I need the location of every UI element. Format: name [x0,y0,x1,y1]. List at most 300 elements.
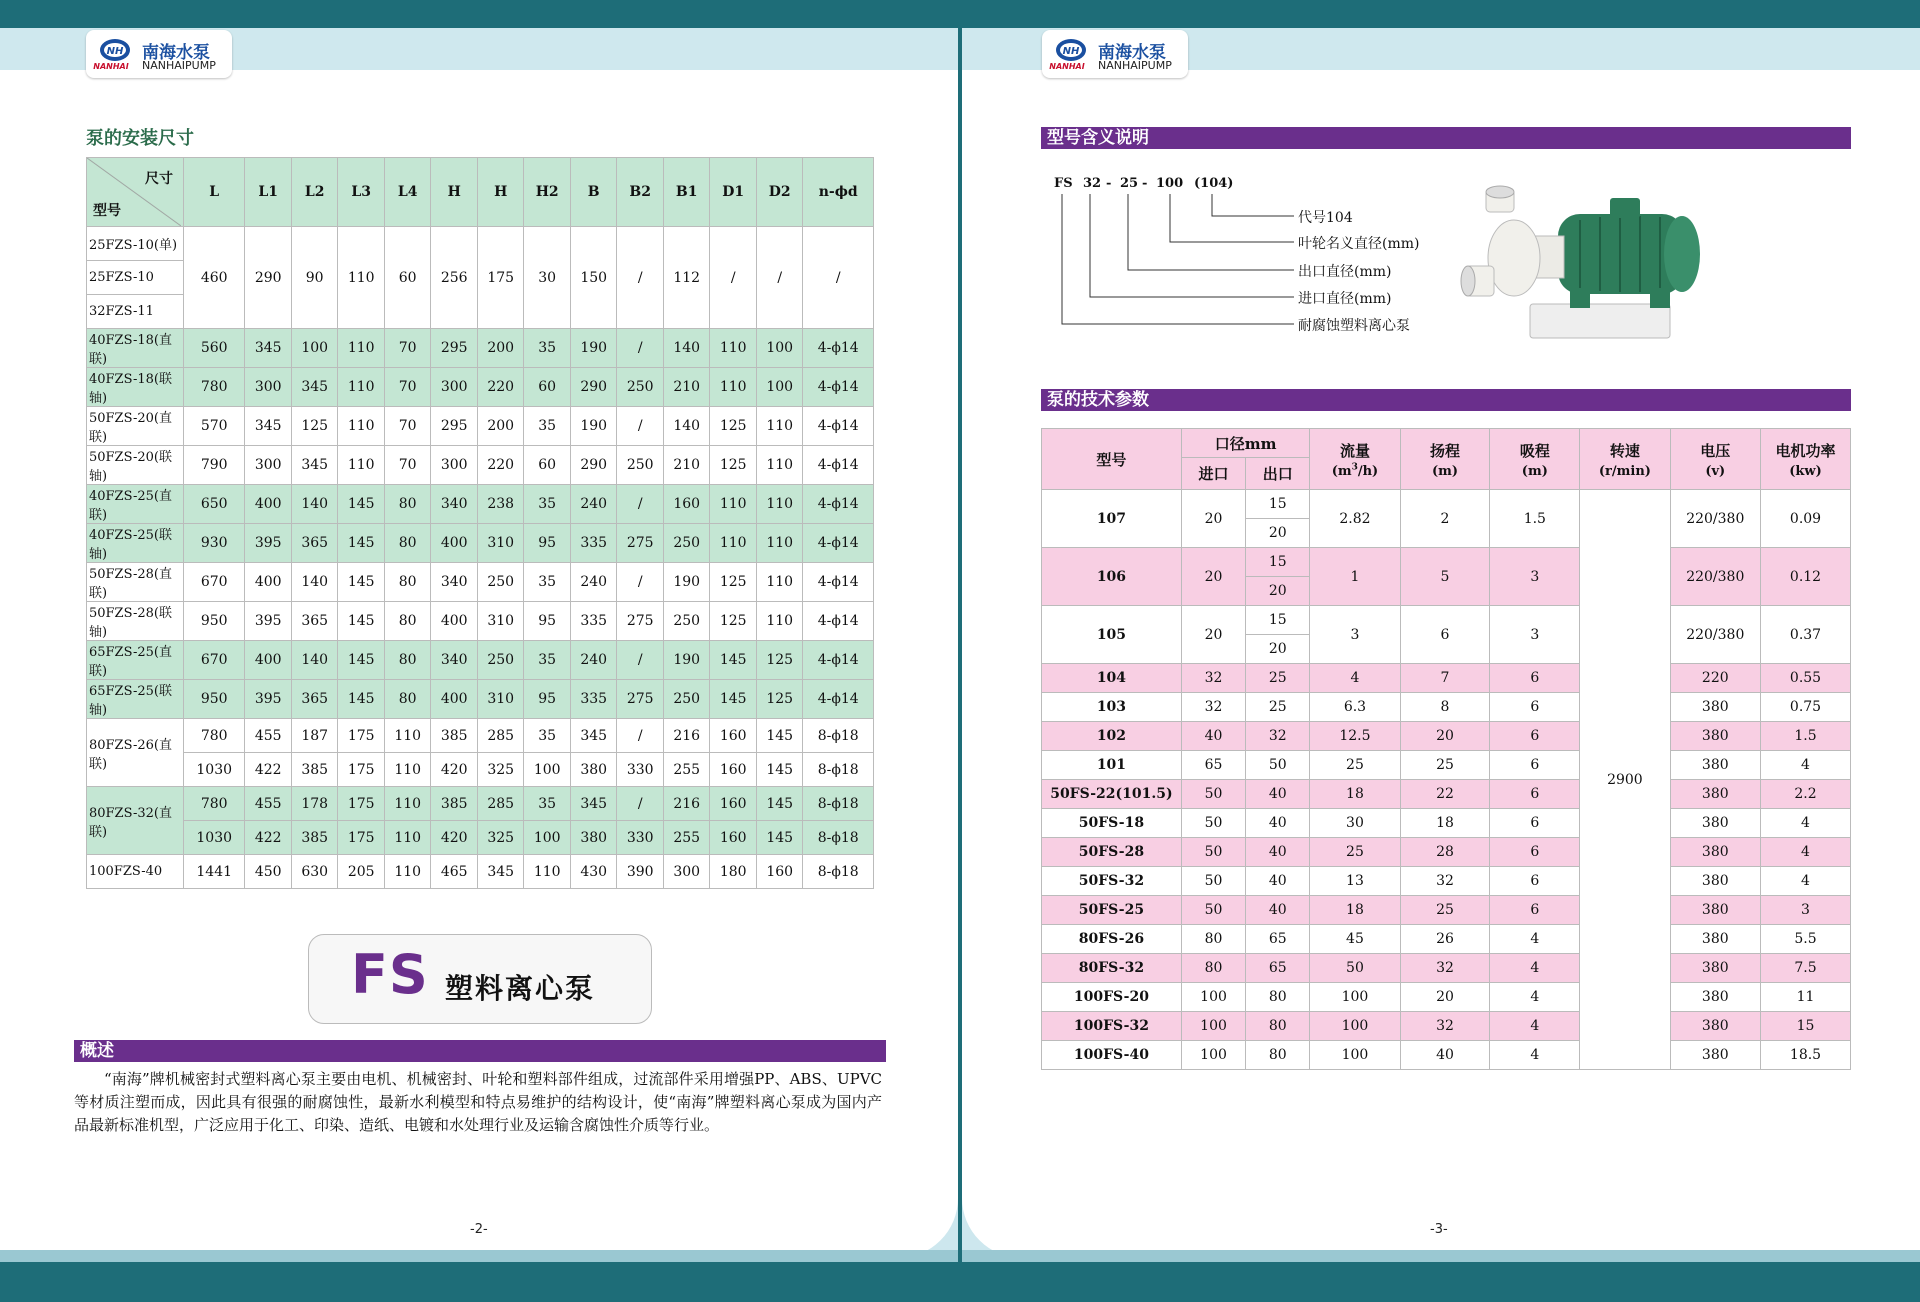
dim-col-header: L4 [384,158,431,227]
suction-cell: 4 [1490,925,1580,954]
dim-value-cell: 140 [663,329,710,368]
product-title-box [308,934,652,1024]
th-diameter: 口径mm [1181,429,1309,458]
table-row [1042,664,1851,693]
power-cell: 18.5 [1760,1041,1850,1070]
inlet-cell: 80 [1181,925,1245,954]
th-flow-unit: $(m^3/h)$ [1331,462,1379,479]
dim-value-cell: 205 [338,855,385,889]
dim-value-cell: 125 [710,563,757,602]
dim-value-cell: 385 [431,787,478,821]
power-cell: 0.12 [1760,548,1850,606]
dim-value-cell: 145 [756,719,803,753]
model-cell: 100FS-20 [1042,983,1182,1012]
dim-value-cell: 70 [384,446,431,485]
page-number-right: -3- [1430,1222,1448,1237]
corner-header-bottom: 型号 [93,203,121,219]
dim-value-cell: 430 [570,855,617,889]
dim-value-cell: 110 [338,368,385,407]
dim-value-cell: 465 [431,855,478,889]
dim-value-cell: 4-ϕ14 [803,407,874,446]
outlet-cell: 50 [1246,751,1310,780]
table-row [1042,954,1851,983]
logo-badge-text: NANHAI [1049,62,1085,71]
bottom-teal-band [962,1262,1920,1302]
model-cell: 50FS-18 [1042,809,1182,838]
model-cell: 105 [1042,606,1182,664]
flow-cell: 100 [1310,983,1400,1012]
dim-value-cell: 110 [384,855,431,889]
model-cell: 106 [1042,548,1182,606]
dim-value-cell: / [617,329,664,368]
dim-value-cell: 70 [384,329,431,368]
dim-value-cell: 35 [524,485,571,524]
table-header-row [87,158,874,227]
suction-cell: 4 [1490,983,1580,1012]
dim-value-cell: 4-ϕ14 [803,641,874,680]
suction-cell: 6 [1490,867,1580,896]
dim-value-cell: 400 [245,641,292,680]
suction-cell: 6 [1490,693,1580,722]
outlet-cell: 20 [1246,635,1310,664]
inlet-cell: 50 [1181,809,1245,838]
dim-col-header: L3 [338,158,385,227]
model-cell: 102 [1042,722,1182,751]
logo-mark: NH [106,46,124,57]
dim-value-cell: 240 [570,641,617,680]
dim-col-header: H2 [524,158,571,227]
dim-value-cell: 112 [663,227,710,329]
dim-value-cell: 250 [617,446,664,485]
dim-value-cell: 300 [431,368,478,407]
brand-name-en: NANHAIPUMP [1098,59,1172,72]
model-cell: 65FZS-25(直联) [87,641,184,680]
table-row [87,787,874,821]
dim-value-cell: 125 [756,680,803,719]
flow-cell: 25 [1310,751,1400,780]
model-cell: 50FS-28 [1042,838,1182,867]
table-row [1042,780,1851,809]
dim-value-cell: 35 [524,787,571,821]
dim-value-cell: 60 [524,368,571,407]
model-cell: 50FZS-28(直联) [87,563,184,602]
top-teal-band [0,0,958,28]
dim-value-cell: 178 [291,787,338,821]
dim-value-cell: 8-ϕ18 [803,821,874,855]
inlet-cell: 50 [1181,780,1245,809]
dim-value-cell: 780 [184,719,245,753]
flow-cell: 100 [1310,1041,1400,1070]
speed-cell: 2900 [1580,490,1670,1070]
dim-value-cell: 385 [291,753,338,787]
dim-value-cell: 290 [570,368,617,407]
dim-value-cell: 250 [477,563,524,602]
model-cell: 40FZS-18(直联) [87,329,184,368]
dim-value-cell: 187 [291,719,338,753]
table-row [1042,867,1851,896]
head-cell: 32 [1400,954,1490,983]
code-dash: - [1142,176,1148,191]
power-cell: 4 [1760,751,1850,780]
dim-value-cell: 180 [710,855,757,889]
table-row [87,602,874,641]
dim-value-cell: 450 [245,855,292,889]
tech-header-row [1042,429,1851,458]
suction-cell: 1.5 [1490,490,1580,548]
outlet-cell: 20 [1246,519,1310,548]
dim-value-cell: 35 [524,563,571,602]
dim-value-cell: 125 [710,446,757,485]
inlet-cell: 32 [1181,664,1245,693]
model-cell: 65FZS-25(联轴) [87,680,184,719]
voltage-cell: 220/380 [1670,490,1760,548]
voltage-cell: 380 [1670,722,1760,751]
head-cell: 5 [1400,548,1490,606]
dim-value-cell: 90 [291,227,338,329]
outlet-cell: 80 [1246,983,1310,1012]
suction-cell: 6 [1490,664,1580,693]
tech-params-table [1041,428,1851,1070]
dim-value-cell: 95 [524,602,571,641]
power-cell: 11 [1760,983,1850,1012]
model-cell: 80FZS-32(直联) [87,787,184,855]
dim-value-cell: 310 [477,602,524,641]
corner-header-top: 尺寸 [145,171,173,187]
inlet-cell: 100 [1181,983,1245,1012]
dim-value-cell: 100 [291,329,338,368]
brand-name-cn: 南海水泵 [1098,43,1166,63]
dim-value-cell: 300 [663,855,710,889]
dim-value-cell: 140 [291,641,338,680]
th-outlet: 出口 [1246,458,1310,490]
dim-value-cell: 285 [477,787,524,821]
overview-title: 概述 [80,1041,114,1061]
dim-value-cell: / [803,227,874,329]
voltage-cell: 380 [1670,983,1760,1012]
table-row [1042,809,1851,838]
model-cell: 40FZS-25(直联) [87,485,184,524]
dim-value-cell: 8-ϕ18 [803,855,874,889]
bottom-teal-band [0,1262,958,1302]
dim-value-cell: 256 [431,227,478,329]
model-cell: 50FS-25 [1042,896,1182,925]
dim-value-cell: 340 [431,563,478,602]
dim-value-cell: 145 [338,641,385,680]
dim-value-cell: 670 [184,563,245,602]
dim-value-cell: 275 [617,602,664,641]
dim-value-cell: 385 [431,719,478,753]
inlet-cell: 40 [1181,722,1245,751]
dim-value-cell: 35 [524,719,571,753]
dim-value-cell: 110 [524,855,571,889]
power-cell: 0.09 [1760,490,1850,548]
dim-col-header: L2 [291,158,338,227]
model-cell: 50FS-32 [1042,867,1182,896]
outlet-cell: 40 [1246,896,1310,925]
dim-value-cell: 145 [710,641,757,680]
page-number-left: -2- [470,1222,488,1237]
dim-value-cell: 345 [245,329,292,368]
dim-value-cell: 790 [184,446,245,485]
dim-value-cell: 285 [477,719,524,753]
left-page [0,0,958,1302]
table-row [1042,548,1851,577]
table-row [1042,1012,1851,1041]
dim-value-cell: 365 [291,680,338,719]
flow-cell: 25 [1310,838,1400,867]
dim-value-cell: 400 [245,563,292,602]
inlet-cell: 100 [1181,1041,1245,1070]
th-head: 扬程 (m) [1400,429,1490,490]
inlet-cell: 50 [1181,838,1245,867]
voltage-cell: 380 [1670,780,1760,809]
model-cell: 40FZS-25(联轴) [87,524,184,563]
head-cell: 20 [1400,983,1490,1012]
head-cell: 6 [1400,606,1490,664]
dim-value-cell: 145 [338,563,385,602]
dim-value-cell: 145 [338,524,385,563]
dim-value-cell: 570 [184,407,245,446]
dim-col-header: D2 [756,158,803,227]
install-dimensions-table [86,157,874,889]
dim-col-header: H [477,158,524,227]
dim-value-cell: 950 [184,602,245,641]
dim-value-cell: 780 [184,787,245,821]
flow-cell: 30 [1310,809,1400,838]
head-cell: 32 [1400,1012,1490,1041]
th-model: 型号 [1042,429,1182,490]
dim-value-cell: 110 [710,485,757,524]
dim-value-cell: 110 [756,602,803,641]
inlet-cell: 20 [1181,548,1245,606]
voltage-cell: 380 [1670,751,1760,780]
dim-value-cell: 365 [291,524,338,563]
dim-value-cell: 100 [524,753,571,787]
voltage-cell: 380 [1670,693,1760,722]
dim-value-cell: 110 [384,719,431,753]
flow-cell: 1 [1310,548,1400,606]
dim-value-cell: 250 [663,602,710,641]
dim-value-cell: 220 [477,446,524,485]
dim-value-cell: 220 [477,368,524,407]
outlet-cell: 40 [1246,838,1310,867]
code-leader-lines [962,0,1302,340]
logo-badge-text: NANHAI [93,62,129,71]
dim-value-cell: 145 [756,753,803,787]
dim-value-cell: 125 [710,407,757,446]
model-cell: 103 [1042,693,1182,722]
dim-value-cell: 110 [756,524,803,563]
install-dimensions-title: 泵的安装尺寸 [86,128,194,149]
table-row [87,821,874,855]
dim-value-cell: 175 [338,787,385,821]
dim-value-cell: 670 [184,641,245,680]
dim-value-cell: 345 [291,446,338,485]
dim-value-cell: 145 [756,821,803,855]
outlet-cell: 80 [1246,1041,1310,1070]
dim-value-cell: 365 [291,602,338,641]
dim-value-cell: 30 [524,227,571,329]
outlet-cell: 40 [1246,809,1310,838]
dim-value-cell: 80 [384,602,431,641]
dim-value-cell: 190 [570,329,617,368]
suction-cell: 6 [1490,838,1580,867]
head-cell: 18 [1400,809,1490,838]
dim-value-cell: 175 [338,719,385,753]
dim-value-cell: / [617,485,664,524]
dim-value-cell: 140 [291,485,338,524]
dim-value-cell: 335 [570,602,617,641]
dim-value-cell: 110 [338,329,385,368]
model-cell: 80FS-32 [1042,954,1182,983]
inlet-cell: 20 [1181,490,1245,548]
dim-value-cell: 160 [710,719,757,753]
code-meaning-impeller: 叶轮名义直径(mm) [1298,236,1420,252]
head-cell: 2 [1400,490,1490,548]
dim-value-cell: 160 [756,855,803,889]
dim-value-cell: 95 [524,680,571,719]
power-cell: 4 [1760,838,1850,867]
dim-value-cell: 110 [384,753,431,787]
dim-value-cell: 100 [756,368,803,407]
dim-value-cell: 160 [663,485,710,524]
dim-value-cell: 100 [524,821,571,855]
dim-value-cell: 175 [338,821,385,855]
overview-title-bar [74,1040,886,1062]
dim-value-cell: 330 [617,753,664,787]
dim-col-header: H [431,158,478,227]
th-power: 电机功率 (kw) [1760,429,1850,490]
dim-value-cell: 216 [663,787,710,821]
dim-value-cell: 345 [477,855,524,889]
dim-value-cell: 335 [570,680,617,719]
th-flow [1310,429,1400,490]
dim-value-cell: 190 [663,641,710,680]
flow-cell: 6.3 [1310,693,1400,722]
dim-value-cell: 4-ϕ14 [803,524,874,563]
dim-value-cell: 80 [384,563,431,602]
dim-value-cell: 100 [756,329,803,368]
dim-value-cell: 145 [338,485,385,524]
dim-value-cell: 295 [431,329,478,368]
outlet-cell: 20 [1246,577,1310,606]
voltage-cell: 380 [1670,809,1760,838]
dim-value-cell: 80 [384,524,431,563]
flow-cell: 12.5 [1310,722,1400,751]
dim-value-cell: 4-ϕ14 [803,446,874,485]
code-part-inlet: 32 [1083,176,1102,191]
outlet-cell: 25 [1246,693,1310,722]
outlet-cell: 40 [1246,780,1310,809]
table-row [87,753,874,787]
table-row [1042,925,1851,954]
dim-value-cell: 335 [570,524,617,563]
dim-value-cell: 380 [570,753,617,787]
head-cell: 28 [1400,838,1490,867]
table-row [87,524,874,563]
dim-col-header: B2 [617,158,664,227]
dim-value-cell: 395 [245,524,292,563]
dim-value-cell: 125 [291,407,338,446]
power-cell: 0.75 [1760,693,1850,722]
dim-value-cell: 145 [710,680,757,719]
table-row [1042,838,1851,867]
dim-col-header: B1 [663,158,710,227]
brand-name-cn: 南海水泵 [142,43,210,63]
power-cell: 7.5 [1760,954,1850,983]
dim-value-cell: 325 [477,753,524,787]
dim-value-cell: 210 [663,368,710,407]
product-name: 塑料离心泵 [445,972,596,1005]
voltage-cell: 220/380 [1670,548,1760,606]
table-row [87,855,874,889]
model-cell: 50FZS-28(联轴) [87,602,184,641]
dim-value-cell: 950 [184,680,245,719]
dim-value-cell: 175 [338,753,385,787]
dim-value-cell: 110 [384,821,431,855]
power-cell: 0.37 [1760,606,1850,664]
model-meaning-title: 型号含义说明 [1047,128,1149,148]
dim-value-cell: 345 [570,719,617,753]
power-cell: 2.2 [1760,780,1850,809]
flow-cell: 4 [1310,664,1400,693]
table-row [87,485,874,524]
dim-value-cell: 210 [663,446,710,485]
dim-value-cell: 4-ϕ14 [803,485,874,524]
model-cell: 80FZS-26(直联) [87,719,184,787]
dim-value-cell: / [617,227,664,329]
dim-value-cell: 400 [431,602,478,641]
dim-value-cell: 110 [338,227,385,329]
dim-value-cell: / [617,563,664,602]
overview-text: “南海”牌机械密封式塑料离心泵主要由电机、机械密封、叶轮和塑料部件组成，过流部件采用增强PP、ABS、UPVC等材质注塑而成，因此具有很强的耐腐蚀性，最新水利模型和特点易维护的结构设计，使“南海”牌塑料离心泵成为国内产品最新标准机型，广泛应用于化工、印染、造纸、电镀和水处理行业及运输含腐蚀性介质等行业。 [74,1070,882,1134]
code-part-outlet: 25 [1120,176,1139,191]
inlet-cell: 80 [1181,954,1245,983]
dim-value-cell: 70 [384,368,431,407]
table-row [1042,693,1851,722]
table-row [87,563,874,602]
power-cell: 3 [1760,896,1850,925]
flow-cell: 13 [1310,867,1400,896]
dim-col-header: L1 [245,158,292,227]
outlet-cell: 25 [1246,664,1310,693]
voltage-cell: 380 [1670,896,1760,925]
dim-value-cell: 650 [184,485,245,524]
dim-value-cell: 140 [663,407,710,446]
dim-col-header: D1 [710,158,757,227]
dim-value-cell: 110 [338,446,385,485]
dim-value-cell: 35 [524,641,571,680]
table-row [87,680,874,719]
voltage-cell: 380 [1670,867,1760,896]
dim-value-cell: 80 [384,485,431,524]
dim-value-cell: 140 [291,563,338,602]
model-cell: 25FZS-10 [87,261,184,295]
dim-value-cell: 4-ϕ14 [803,680,874,719]
dim-value-cell: 35 [524,329,571,368]
dim-value-cell: 460 [184,227,245,329]
dim-value-cell: 385 [291,821,338,855]
table-row [1042,751,1851,780]
dim-value-cell: 930 [184,524,245,563]
table-row [87,719,874,753]
code-meaning-104: 代号104 [1298,210,1353,226]
voltage-cell: 380 [1670,954,1760,983]
head-cell: 32 [1400,867,1490,896]
flow-cell: 18 [1310,780,1400,809]
tech-params-title-bar [1041,389,1851,411]
dim-value-cell: 60 [524,446,571,485]
